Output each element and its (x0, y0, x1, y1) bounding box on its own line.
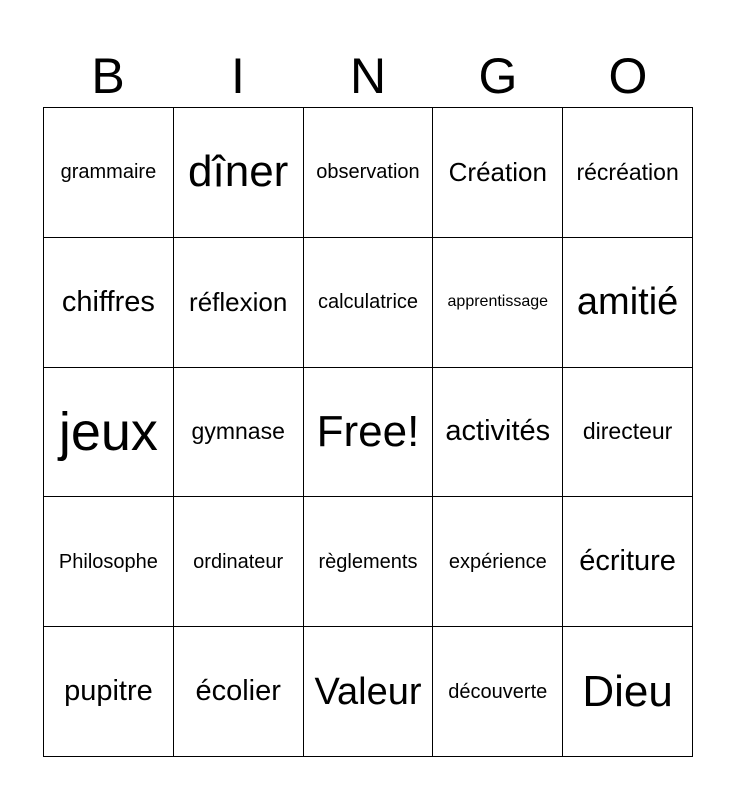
header-letter-n: N (349, 48, 387, 104)
bingo-cell[interactable]: grammaire (44, 108, 174, 238)
bingo-cell[interactable]: jeux (44, 368, 174, 498)
bingo-card-grid (43, 107, 693, 757)
bingo-cell[interactable]: chiffres (44, 238, 174, 368)
bingo-cell[interactable]: règlements (304, 497, 434, 627)
bingo-header (43, 46, 693, 106)
bingo-cell[interactable]: observation (304, 108, 434, 238)
bingo-cell[interactable]: calculatrice (304, 238, 434, 368)
header-letter-o: O (608, 48, 648, 104)
bingo-cell[interactable]: directeur (563, 368, 693, 498)
bingo-cell[interactable]: gymnase (174, 368, 304, 498)
bingo-cell[interactable]: écriture (563, 497, 693, 627)
header-letter-b: B (91, 48, 125, 104)
free-space-cell[interactable]: Free! (304, 368, 434, 498)
header-letter-i: I (231, 48, 245, 104)
bingo-cell[interactable]: Création (433, 108, 563, 238)
bingo-cell[interactable]: dîner (174, 108, 304, 238)
bingo-cell[interactable]: apprentissage (433, 238, 563, 368)
bingo-cell[interactable]: Valeur (304, 627, 434, 757)
bingo-cell[interactable]: réflexion (174, 238, 304, 368)
header-letter-g: G (478, 48, 518, 104)
bingo-cell[interactable]: expérience (433, 497, 563, 627)
bingo-cell[interactable]: activités (433, 368, 563, 498)
bingo-cell[interactable]: ordinateur (174, 497, 304, 627)
bingo-cell[interactable]: Dieu (563, 627, 693, 757)
bingo-cell[interactable]: Philosophe (44, 497, 174, 627)
bingo-cell[interactable]: découverte (433, 627, 563, 757)
bingo-cell[interactable]: pupitre (44, 627, 174, 757)
bingo-cell[interactable]: amitié (563, 238, 693, 368)
bingo-cell[interactable]: écolier (174, 627, 304, 757)
bingo-cell[interactable]: récréation (563, 108, 693, 238)
